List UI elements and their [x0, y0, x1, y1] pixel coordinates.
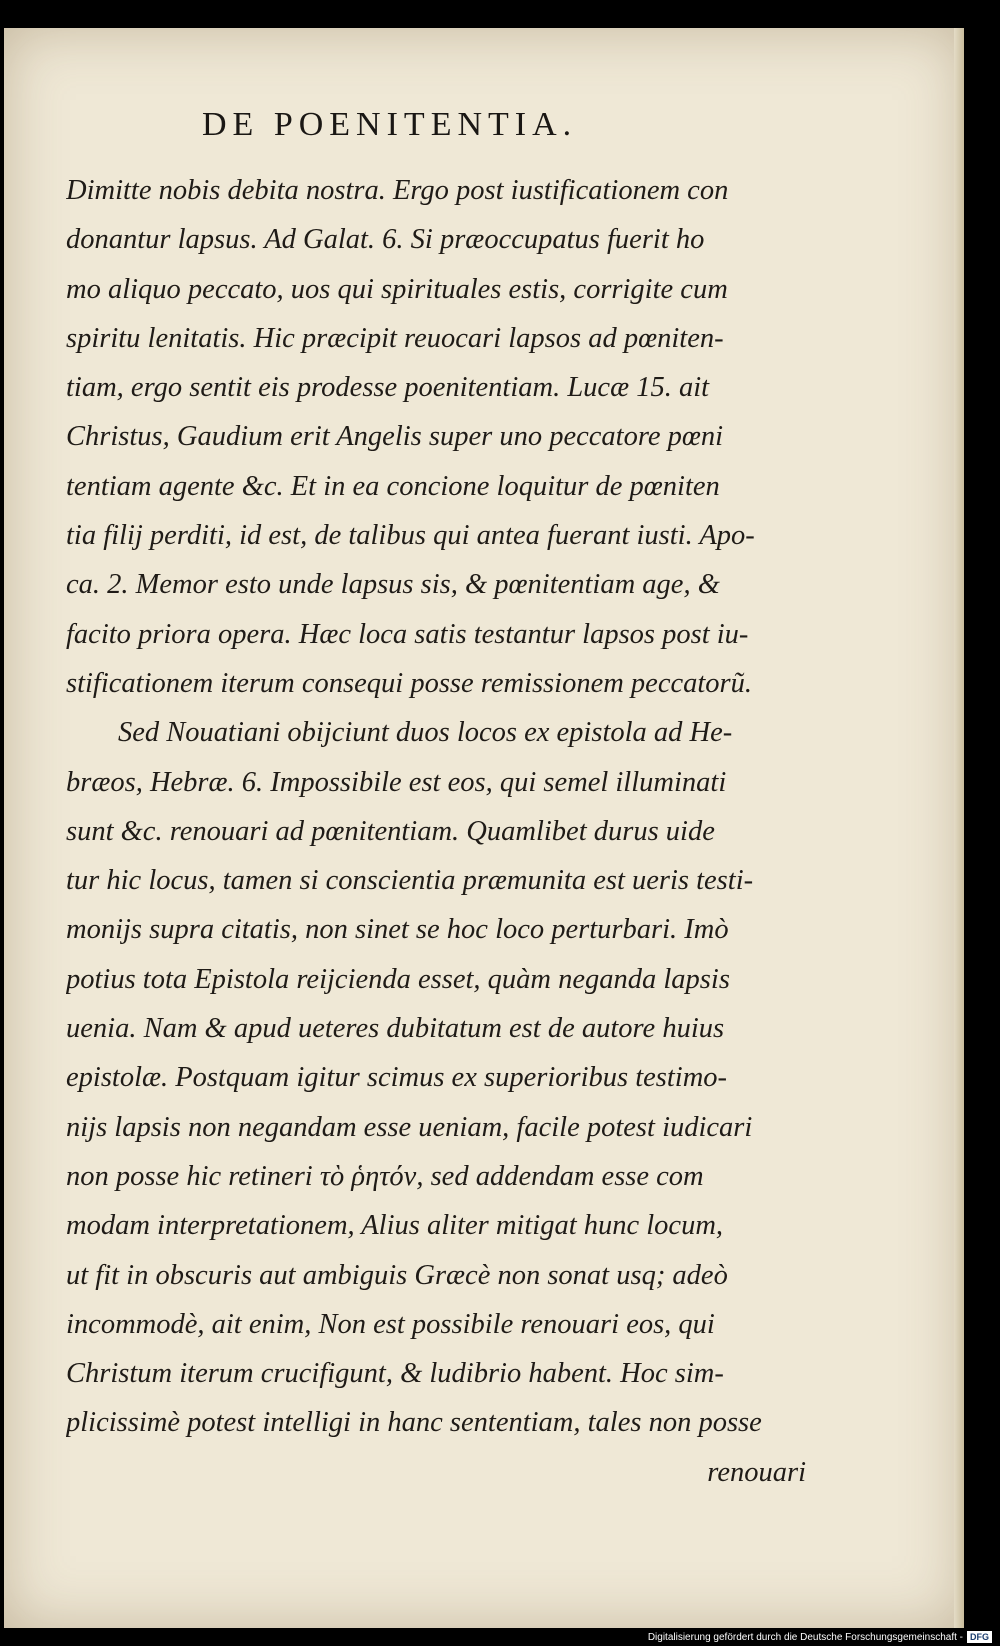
text-line: uenia. Nam & apud ueteres dubitatum est de autore huius — [66, 1013, 725, 1045]
text-line: potius tota Epistola reijcienda esset, quàm neganda lapsis — [66, 963, 730, 995]
text-line: incommodè, ait enim, Non est possibile renouari eos, qui — [66, 1308, 715, 1340]
page-edge — [954, 28, 964, 1628]
paragraph-start-line: Sed Nouatiani obijciunt duos locos ex epistola ad He- — [118, 717, 733, 749]
text-line: tur hic locus, tamen si conscientia præmunita est ueris testi- — [66, 865, 754, 897]
text-line: bræos, Hebræ. 6. Impossibile est eos, qui semel illuminati — [66, 766, 727, 798]
text-line: tiam, ergo sentit eis prodesse poenitentiam. Lucæ 15. ait — [66, 372, 710, 404]
book-page — [4, 28, 964, 1628]
text-line: modam interpretationem, Alius aliter mitigat hunc locum, — [66, 1210, 724, 1242]
text-block — [66, 166, 826, 1497]
text-line: Dimitte nobis debita nostra. Ergo post iustificationem con — [66, 175, 729, 206]
text-line: plicissimè potest intelligi in hanc sententiam, tales non posse — [66, 1407, 762, 1439]
credit-text: Digitalisierung gefördert durch die Deutsche Forschungsgemeinschaft - — [647, 1631, 963, 1643]
running-header: DE POENITENTIA. — [202, 106, 578, 143]
text-line: spiritu lenitatis. Hic præcipit reuocari lapsos ad pœniten- — [66, 322, 724, 354]
catchword: renouari — [707, 1456, 806, 1488]
text-line: tia filij perditi, id est, de talibus qui antea fuerant iusti. Apo- — [66, 520, 755, 552]
text-line: facito priora opera. Hæc loca satis testantur lapsos post iu- — [66, 618, 749, 650]
text-line: tentiam agente &c. Et in ea concione loquitur de pœniten — [66, 470, 720, 502]
digitization-credit — [648, 1630, 992, 1644]
text-line: Christum iterum crucifigunt, & ludibrio habent. Hoc sim- — [66, 1358, 724, 1390]
text-line: epistolæ. Postquam igitur scimus ex superioribus testimo- — [66, 1062, 728, 1094]
text-line: Christus, Gaudium erit Angelis super uno peccatore pœni — [66, 421, 724, 453]
text-line: ut fit in obscuris aut ambiguis Græcè non sonat usq; adeò — [66, 1259, 728, 1291]
text-line: ca. 2. Memor esto unde lapsus sis, & pœnitentiam age, & — [66, 569, 720, 601]
dfg-logo: DFG — [967, 1631, 992, 1643]
text-line: mo aliquo peccato, uos qui spirituales estis, corrigite cum — [66, 273, 728, 305]
text-line: monijs supra citatis, non sinet se hoc loco perturbari. Imò — [66, 914, 729, 946]
text-line: nijs lapsis non negandam esse ueniam, facile potest iudicari — [66, 1111, 753, 1143]
text-line: donantur lapsus. Ad Galat. 6. Si præoccupatus fuerit ho — [66, 224, 705, 256]
text-line: sunt &c. renouari ad pœnitentiam. Quamlibet durus uide — [66, 815, 715, 847]
text-line: non posse hic retineri τὸ ῥητόν, sed addendam esse com — [66, 1160, 704, 1192]
text-line: stificationem iterum consequi posse remissionem peccatorũ. — [66, 667, 753, 699]
